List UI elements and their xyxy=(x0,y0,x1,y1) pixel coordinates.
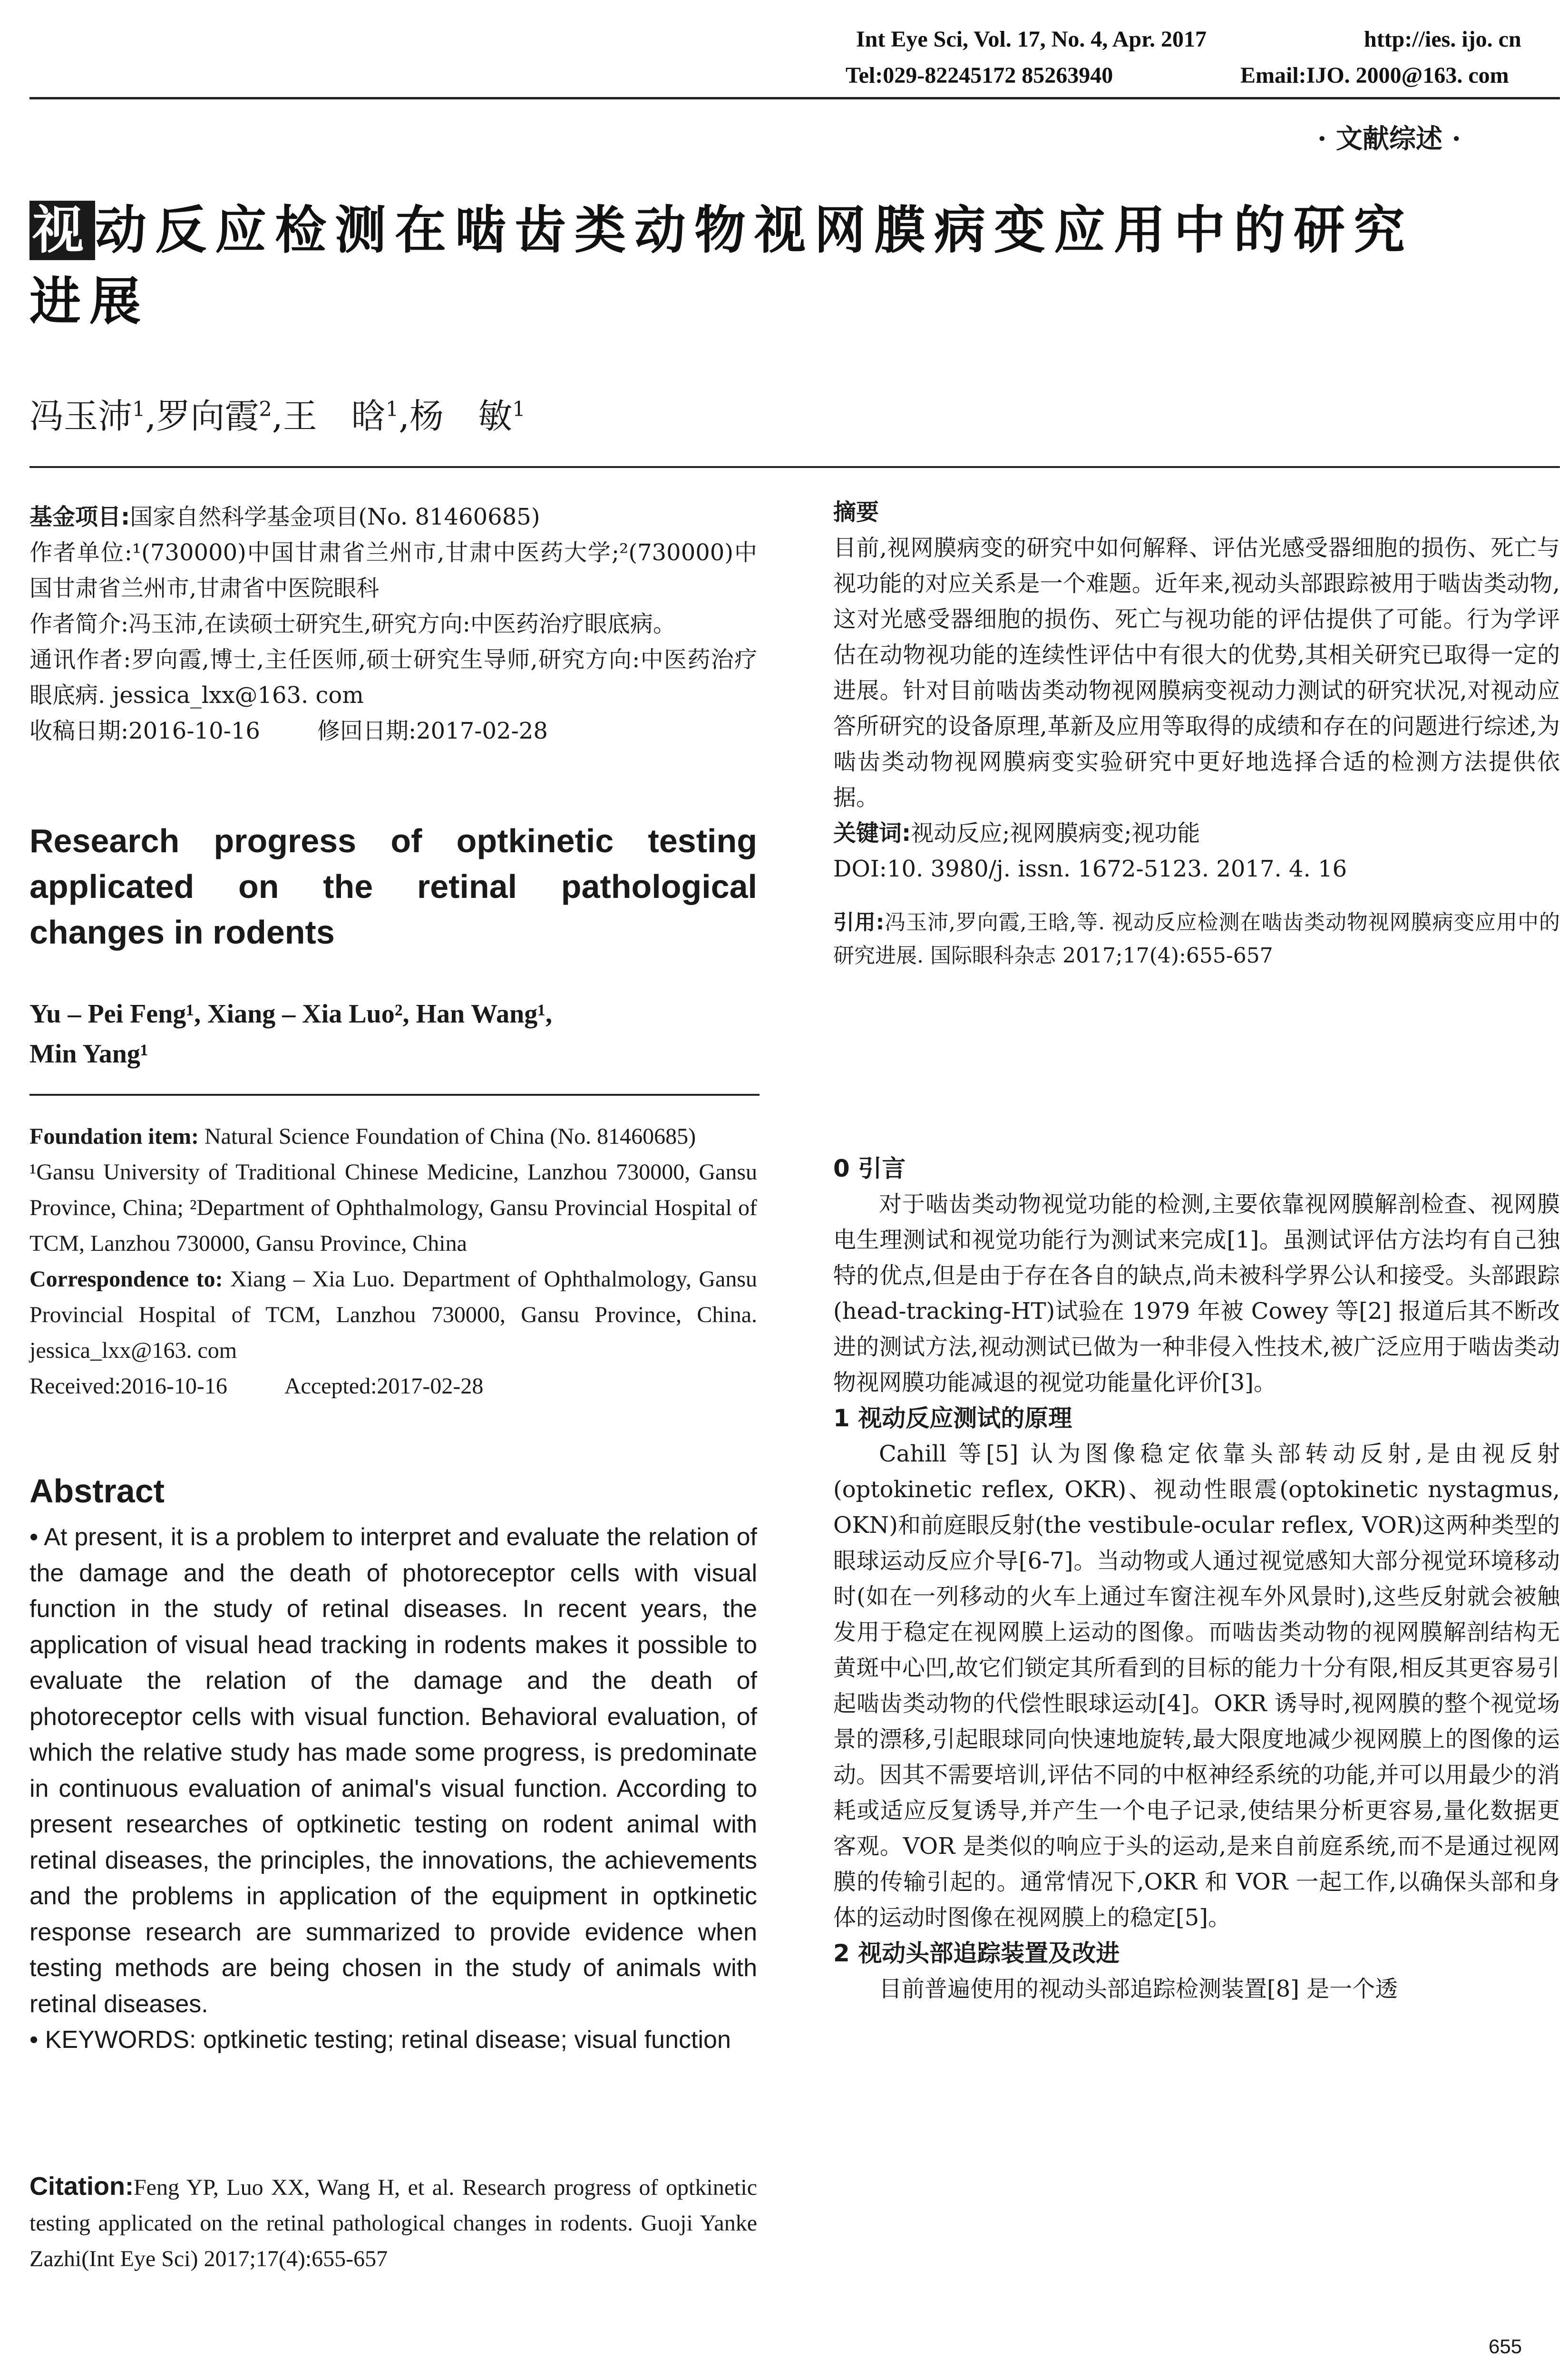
cite-label-cn: 引用: xyxy=(833,910,885,935)
journal-tel: Tel:029-82245172 85263940 xyxy=(846,63,1113,88)
journal-email: Email:IJO. 2000@163. com xyxy=(1240,63,1509,88)
correspondence-cn: 通讯作者:罗向霞,博士,主任医师,硕士研究生导师,研究方向:中医药治疗眼底病. jessica_lxx@163. com xyxy=(29,646,757,709)
correspondence-label-en: Correspondence to: xyxy=(29,1266,223,1292)
abstract-heading-cn: 摘要 xyxy=(833,499,879,526)
citation-label-en: Citation: xyxy=(29,2172,134,2201)
authors-en-line2: Min Yang¹ xyxy=(29,1039,148,1069)
title-line1: 动反应检测在啮齿类动物视网膜病变应用中的研究 xyxy=(95,201,1414,260)
foundation-text-cn: 国家自然科学基金项目(No. 81460685) xyxy=(130,504,540,530)
author-name: 王 晗 xyxy=(282,396,386,436)
citation-text-en: Feng YP, Luo XX, Wang H, et al. Research progress of optkinetic testing applicated on the retinal pathological changes in rodents. Guoji Yanke Zazhi(Int Eye Sci) 2017;17(4):655-657 xyxy=(29,2175,757,2271)
foundation-label-cn: 基金项目: xyxy=(29,504,130,530)
section-tag: · 文献综述 · xyxy=(1317,123,1461,155)
authors-cn: 冯玉沛$^1$,罗向霞$^2$,王 晗$^1$,杨 敏$^1$ xyxy=(29,396,526,436)
accepted-en: Accepted:2017-02-28 xyxy=(284,1374,484,1399)
affiliation-cn: 作者单位:¹(730000)中国甘肃省兰州市,甘肃中医药大学;²(730000)中国甘肃省兰州市,甘肃省中医院眼科 xyxy=(29,539,757,602)
title-line2: 进展 xyxy=(29,272,150,331)
journal-url: http://ies. ijo. cn xyxy=(1364,27,1521,52)
author-name: 杨 敏 xyxy=(409,396,513,436)
section-2-text: 目前普遍使用的视动头部追踪检测装置[8] 是一个透 xyxy=(879,1976,1398,2002)
authors-rule xyxy=(29,466,1560,468)
info-cn xyxy=(29,499,757,749)
title-en: Research progress of optkinetic testing applicated on the retinal pathological changes in rodents xyxy=(29,822,757,951)
foundation-label-en: Foundation item: xyxy=(29,1124,199,1149)
affiliation-en: ¹Gansu University of Traditional Chinese Medicine, Lanzhou 730000, Gansu Province, China; ²Department of Ophthalmology, Gansu Provincial Hospital of TCM, Lanzhou 730000, Gansu Province, China xyxy=(29,1159,757,1256)
doi: DOI:10. 3980/j. issn. 1672-5123. 2017. 4. 16 xyxy=(833,856,1347,882)
header-rule xyxy=(29,97,1560,99)
author-name: 罗向霞 xyxy=(156,396,259,436)
section-0-heading: 0 引言 xyxy=(833,1155,906,1182)
keywords-en: • KEYWORDS: optkinetic testing; retinal disease; visual function xyxy=(29,2026,731,2054)
info-en xyxy=(29,1119,757,1404)
authors-en-line1: Yu – Pei Feng¹, Xiang – Xia Luo², Han Wang¹, xyxy=(29,999,553,1029)
received-en: Received:2016-10-16 xyxy=(29,1374,227,1399)
author-affil: 1 xyxy=(512,398,526,421)
keywords-text-cn: 视动反应;视网膜病变;视功能 xyxy=(911,820,1200,847)
abstract-text-en: • At present, it is a problem to interpret and evaluate the relation of the damage and the death of photoreceptor cells with visual function in the study of retinal diseases. In recent years, the application of visual head tracking in rodents makes it possible to evaluate the relation of the damage and the death of photoreceptor cells with visual function. Behavioral evaluation, of which the relative study has made some progress, is predominate in continuous evaluation of animal's visual function. According to present researches of optkinetic testing on rodent animal with retinal diseases, the principles, the innovations, the achievements and the problems in application of the equipment in optkinetic response research are summarized to provide evidence when testing methods are being chosen in the study of animals with retinal diseases. xyxy=(29,1523,757,2018)
title-first-char: 视 xyxy=(29,201,95,260)
abstract-text-cn: 目前,视网膜病变的研究中如何解释、评估光感受器细胞的损伤、死亡与视功能的对应关系是一个难题。近年来,视动头部跟踪被用于啮齿类动物,这对光感受器细胞的损伤、死亡与视功能的评估提供了可能。行为学评估在动物视功能的连续性评估中有很大的优势,其相关研究已取得一定的进展。针对目前啮齿类动物视网膜病变视动力测试的研究状况,对视动应答所研究的设备原理,革新及应用等取得的成绩和存在的问题进行综述,为啮齿类动物视网膜病变实验研究中更好地选择合适的检测方法提供依据。 xyxy=(833,535,1560,811)
body-cn xyxy=(833,1151,1560,2007)
author-affil: 2 xyxy=(259,398,272,421)
received-cn: 收稿日期:2016-10-16 xyxy=(29,718,260,744)
revised-cn: 修回日期:2017-02-28 xyxy=(317,718,548,744)
journal-citation: Int Eye Sci, Vol. 17, No. 4, Apr. 2017 xyxy=(856,27,1207,52)
foundation-text-en: Natural Science Foundation of China (No. 81460685) xyxy=(205,1124,696,1149)
abstract-cn xyxy=(833,495,1560,973)
cite-text-cn: 冯玉沛,罗向霞,王晗,等. 视动反应检测在啮齿类动物视网膜病变应用中的研究进展. 国际眼科杂志 2017;17(4):655-657 xyxy=(833,910,1560,968)
abstract-en xyxy=(29,1520,757,2058)
author-affil: 1 xyxy=(132,398,146,421)
en-rule xyxy=(29,1094,760,1096)
author-affil: 1 xyxy=(385,398,399,421)
author-name: 冯玉沛 xyxy=(29,396,133,436)
section-0-text: 对于啮齿类动物视觉功能的检测,主要依靠视网膜解剖检查、视网膜电生理测试和视觉功能行为测试来完成[1]。虽测试评估方法均有自己独特的优点,但是由于存在各自的缺点,尚未被科学界公认和接受。头部跟踪(head-tracking-HT)试验在 1979 年被 Cowey 等[2] 报道后其不断改进的测试方法,视动测试已做为一种非侵入性技术,被广泛应用于啮齿类动物视网膜功能减退的视觉功能量化评价[3]。 xyxy=(833,1191,1560,1396)
section-1-heading: 1 视动反应测试的原理 xyxy=(833,1404,1072,1432)
authors-en xyxy=(29,994,757,1074)
abstract-heading-en: Abstract xyxy=(29,1472,165,1510)
title-cn xyxy=(29,195,1561,338)
page-number: 655 xyxy=(1489,2335,1522,2358)
correspondence-text-en: Xiang – Xia Luo. Department of Ophthalmology, Gansu Provincial Hospital of TCM, Lanzhou 730000, Gansu Province, China. jessica_lxx@163. com xyxy=(29,1266,758,1363)
citation-en xyxy=(29,2169,757,2277)
section-2-heading: 2 视动头部追踪装置及改进 xyxy=(833,1939,1120,1967)
bio-cn: 作者简介:冯玉沛,在读硕士研究生,研究方向:中医药治疗眼底病。 xyxy=(29,611,676,637)
section-1-text: Cahill 等[5] 认为图像稳定依靠头部转动反射,是由视反射(optokinetic reflex, OKR)、视动性眼震(optokinetic nystagmus, OKN)和前庭眼反射(the vestibule-ocular reflex, VOR)这两种类型的眼球运动反应介导[6-7]。当动物或人通过视觉感知大部分视觉环境移动时(如在一列移动的火车上通过车窗注视车外风景时),这些反射就会被触发用于稳定在视网膜上运动的图像。而啮齿类动物的视网膜解剖结构无黄斑中心凹,故它们锁定其所看到的目标的能力十分有限,相反其更容易引起啮齿类动物的代偿性眼球运动[4]。OKR 诱导时,视网膜的整个视觉场景的漂移,引起眼球同向快速地旋转,最大限度地减少视网膜上的图像的运动。因其不需要培训,评估不同的中枢神经系统的功能,并可以用最少的消耗或适应反复诱导,并产生一个电子记录,使结果分析更容易,量化数据更客观。VOR 是类似的响应于头的运动,是来自前庭系统,而不是通过视网膜的传输引起的。通常情况下,OKR 和 VOR 一起工作,以确保头部和身体的运动时图像在视网膜上的稳定[5]。 xyxy=(833,1441,1560,1931)
keywords-label-cn: 关键词: xyxy=(833,820,911,847)
